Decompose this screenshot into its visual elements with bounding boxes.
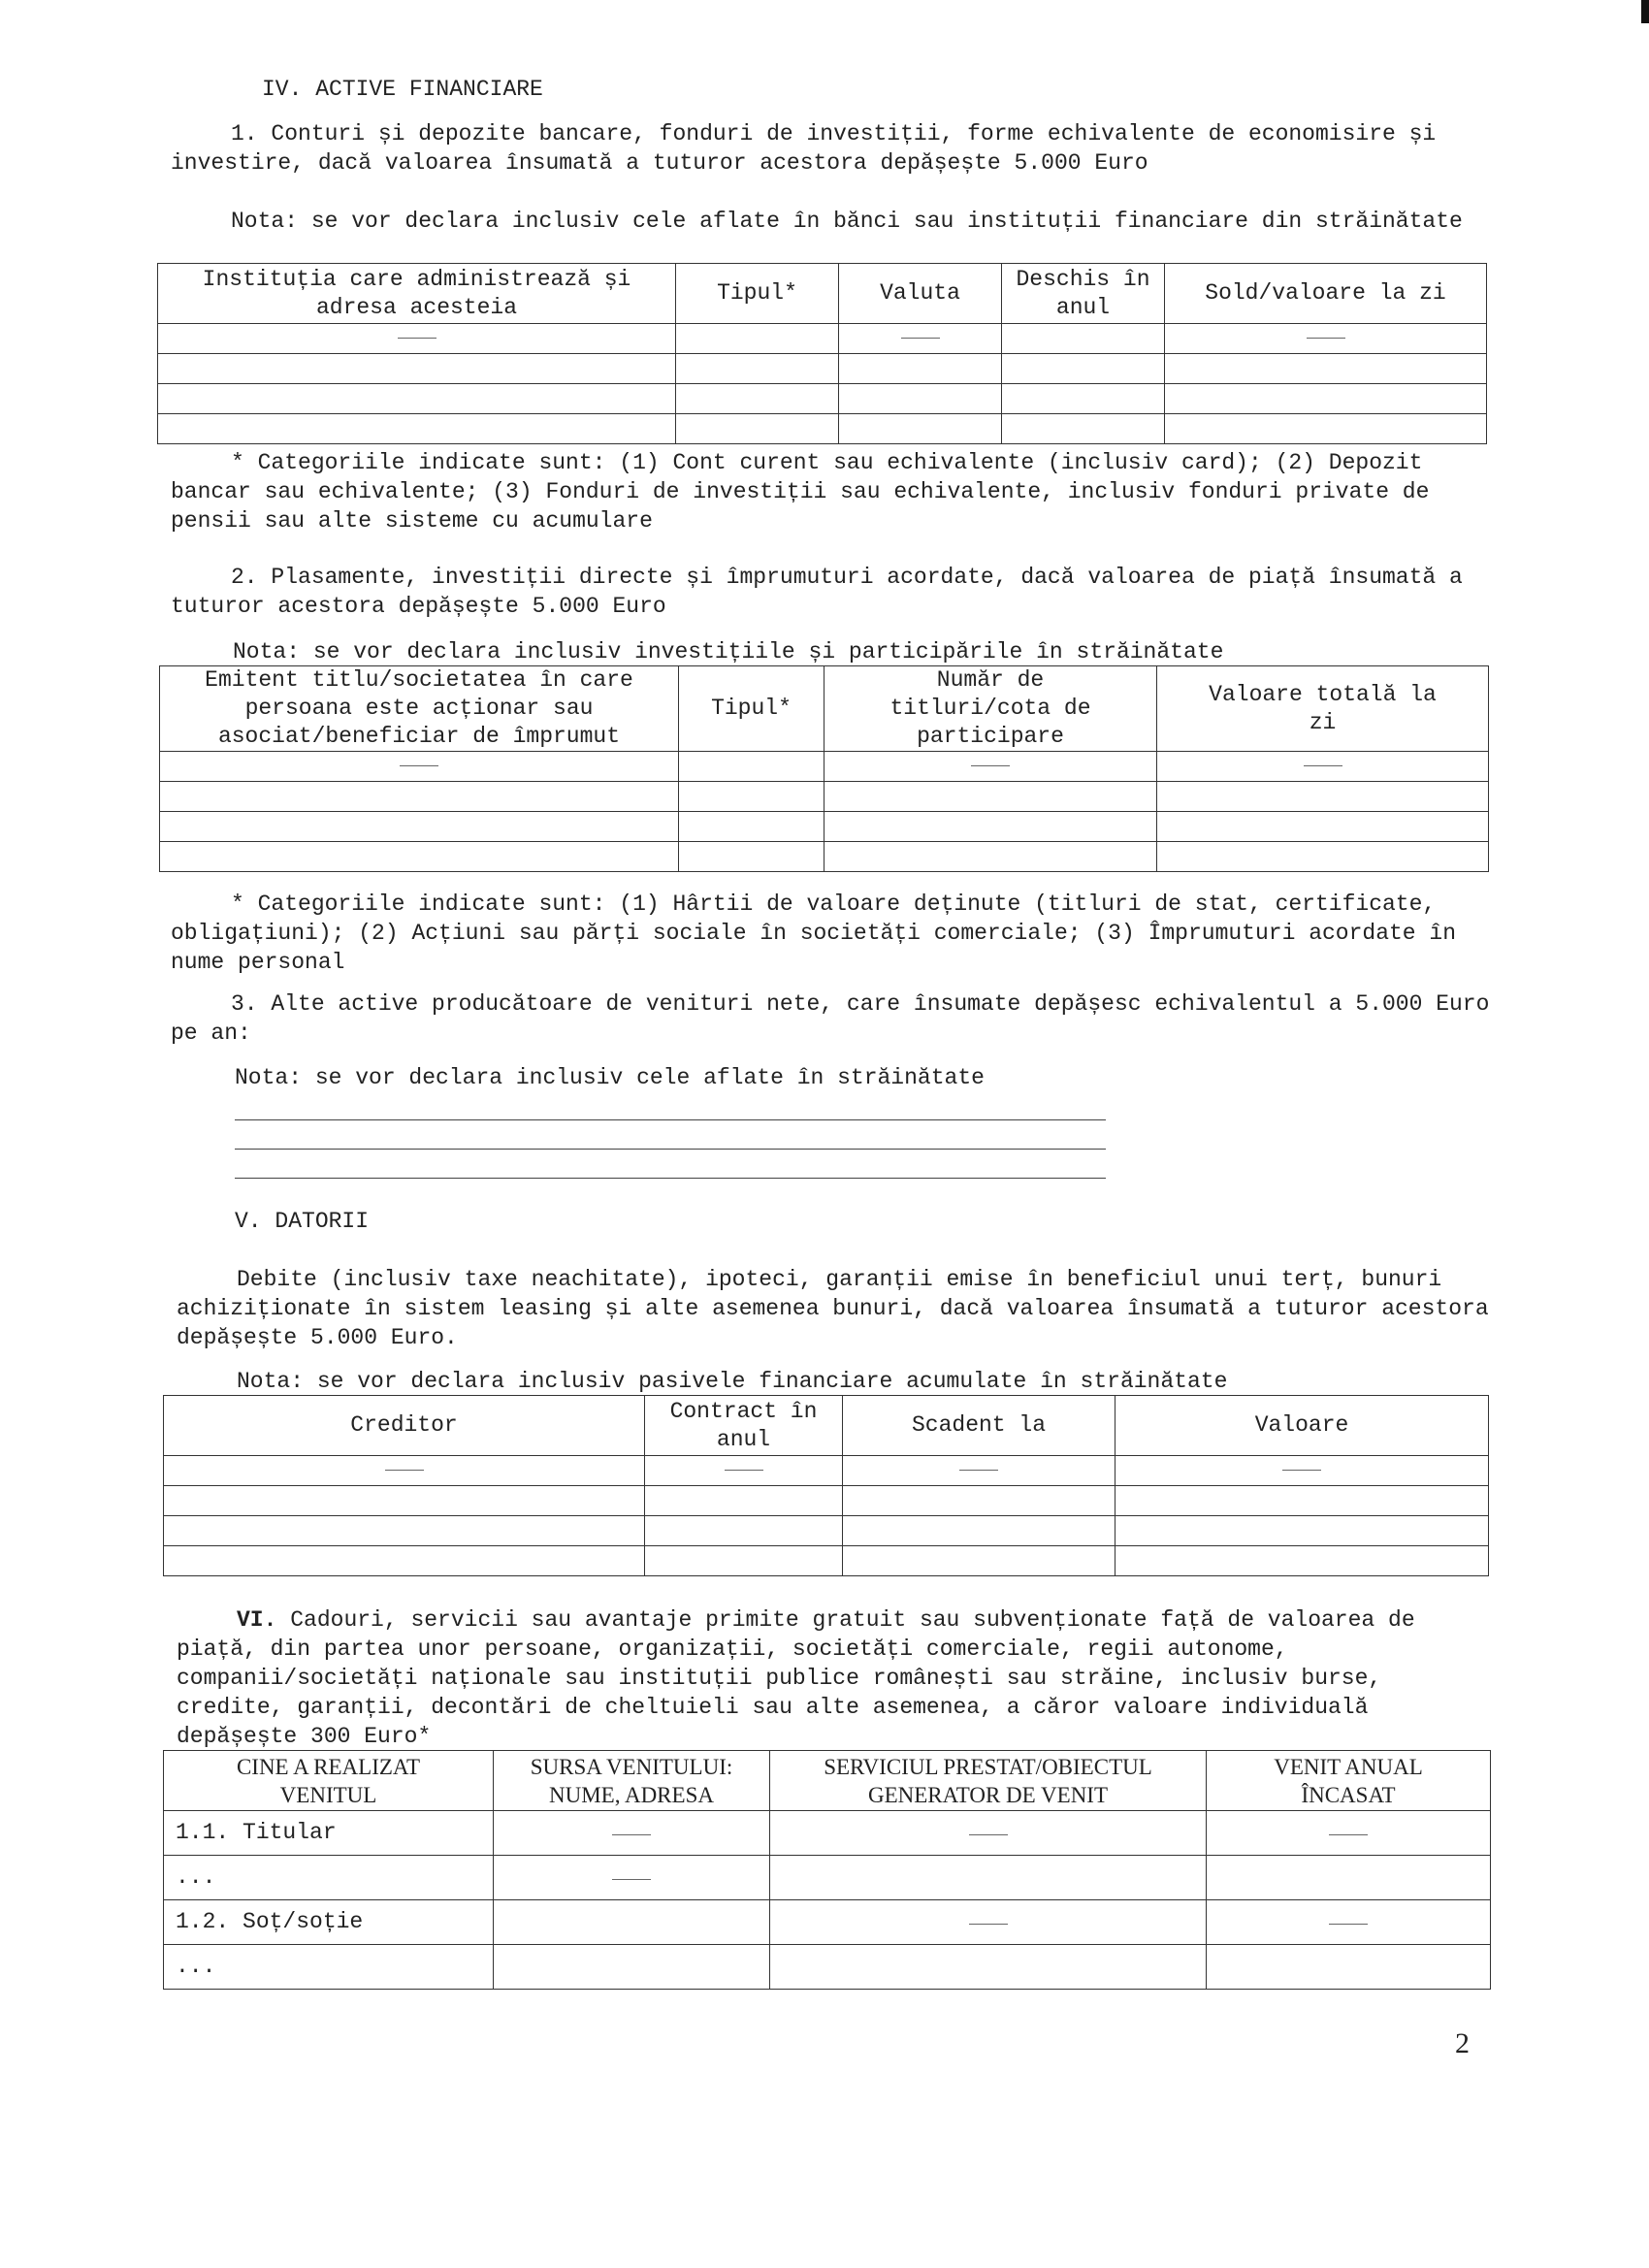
col-header-type: Tipul* [676,264,839,324]
gifts-table [163,1750,1491,1990]
accounts-table [157,263,1487,444]
col-header-institution: Instituția care administrează și adresa acesteia [158,264,676,324]
table-cell [679,752,824,782]
handwritten-dash [1307,338,1345,339]
section-5-title: V. DATORII [235,1209,370,1234]
handwritten-dash [1329,1834,1368,1835]
table-cell [1207,1811,1491,1856]
col-header-service: SERVICIUL PRESTAT/OBIECTUL GENERATOR DE VENIT [770,1751,1207,1811]
table-cell [494,1811,770,1856]
item-1-note: Nota: se vor declara inclusiv cele aflate în bănci sau instituții financiare din străinătate [231,209,1463,234]
table-row [160,842,1489,872]
table-row [158,324,1487,354]
table-row [160,752,1489,782]
section-5-note: Nota: se vor declara inclusiv pasivele financiare acumulate în străinătate [237,1369,1228,1394]
table-cell [1165,324,1487,354]
handwritten-dash [385,1470,424,1471]
handwritten-dash [725,1470,763,1471]
col-header-source: SURSA VENITULUI: NUME, ADRESA [494,1751,770,1811]
table-row [164,1486,1489,1516]
table-cell [770,1811,1207,1856]
col-header-type: Tipul* [679,666,824,752]
item-1-footnote: * Categoriile indicate sunt: (1) Cont curent sau echivalente (inclusiv card); (2) Depozit bancar sau echivalente; (3) Fonduri de investiții sau echivalente, inclusiv fonduri private de pensii sau alte sisteme cu acumulare [171,450,1430,534]
handwritten-dash [969,1834,1008,1835]
col-header-balance: Sold/valoare la zi [1165,264,1487,324]
col-header-creditor: Creditor [164,1396,645,1456]
handwritten-dash [971,765,1010,766]
table-cell [824,752,1157,782]
table-row [164,1856,1491,1900]
col-header-currency: Valuta [839,264,1002,324]
col-header-contract-year: Contract în anul [645,1396,843,1456]
col-header-due-date: Scadent la [843,1396,1116,1456]
handwritten-dash [1329,1924,1368,1925]
debts-table [163,1395,1489,1576]
table-row [164,1900,1491,1945]
table-row [158,384,1487,414]
handwritten-dash [901,338,940,339]
table-cell [1207,1900,1491,1945]
handwritten-dash [398,338,436,339]
table-row [160,782,1489,812]
table-cell [839,324,1002,354]
item-2-footnote: * Categoriile indicate sunt: (1) Hârtii de valoare deținute (titluri de stat, certificate, obligațiuni); (2) Acțiuni sau părți sociale în societăți comerciale; (3) Împrumuturi acordate în nume personal [171,891,1457,975]
table-cell [770,1945,1207,1990]
table-header-row [164,1751,1491,1811]
table-cell [1207,1945,1491,1990]
handwritten-dash [959,1470,998,1471]
col-header-opened-year: Deschis în anul [1002,264,1165,324]
item-3-note: Nota: se vor declara inclusiv cele aflate în străinătate [235,1065,985,1090]
table-row [160,812,1489,842]
item-1-text: 1. Conturi și depozite bancare, fonduri de investiții, forme echivalente de economisire și investire, dacă valoarea însumată a tuturor acestora depășește 5.000 Euro [171,121,1437,176]
table-cell [645,1456,843,1486]
col-header-value: Valoare [1116,1396,1489,1456]
blank-line [235,1149,1106,1150]
table-cell [1116,1456,1489,1486]
row-label: ... [164,1856,494,1900]
row-label: 1.2. Soț/soție [164,1900,494,1945]
table-row [164,1456,1489,1486]
table-header-row [160,666,1489,752]
table-cell [1207,1856,1491,1900]
row-label: 1.1. Titular [164,1811,494,1856]
item-2-note: Nota: se vor declara inclusiv investițiile și participările în străinătate [233,639,1224,664]
table-cell [770,1900,1207,1945]
table-row [164,1546,1489,1576]
table-header-row [164,1396,1489,1456]
table-cell [770,1856,1207,1900]
table-row [158,414,1487,444]
handwritten-dash [1304,765,1342,766]
section-6-paragraph [177,1605,1496,1751]
scan-edge-mark [1641,0,1649,23]
blank-line [235,1119,1106,1120]
item-2-text: 2. Plasamente, investiții directe și împrumuturi acordate, dacă valoarea de piață însumată a tuturor acestora depășește 5.000 Euro [171,565,1463,619]
blank-line [235,1178,1106,1179]
table-row [158,354,1487,384]
table-row [164,1811,1491,1856]
table-cell [494,1900,770,1945]
handwritten-dash [1282,1470,1321,1471]
table-cell [676,324,839,354]
table-cell [160,752,679,782]
col-header-annual-income: VENIT ANUAL ÎNCASAT [1207,1751,1491,1811]
col-header-total-value: Valoare totală la zi [1157,666,1489,752]
col-header-issuer: Emitent titlu/societatea în care persoana este acționar sau asociat/beneficiar de împrumut [160,666,679,752]
table-row [164,1945,1491,1990]
handwritten-dash [612,1834,651,1835]
table-cell [843,1456,1116,1486]
table-header-row [158,264,1487,324]
table-cell [1157,752,1489,782]
section-5-text: Debite (inclusiv taxe neachitate), ipoteci, garanții emise în beneficiul unui terț, bunuri achiziționate în sistem leasing și alte asemenea bunuri, dacă valoarea însumată a tuturor acestora depășește 5.000 Euro. [177,1267,1489,1350]
handwritten-dash [400,765,438,766]
table-cell [494,1945,770,1990]
col-header-shares: Număr de titluri/cota de participare [824,666,1157,752]
investments-table [159,665,1489,872]
page-number: 2 [1455,2027,1470,2059]
col-header-who: CINE A REALIZAT VENITUL [164,1751,494,1811]
table-cell [164,1456,645,1486]
table-cell [494,1856,770,1900]
table-cell [1002,324,1165,354]
item-3-text: 3. Alte active producătoare de venituri nete, care însumate depășesc echivalentul a 5.000 Euro pe an: [171,991,1490,1046]
handwritten-dash [612,1879,651,1880]
table-cell [158,324,676,354]
section-6-text: Cadouri, servicii sau avantaje primite gratuit sau subvenționate față de valoarea de piață, din partea unor persoane, organizații, societăți comerciale, regii autonome, companii/societăți naționale sau instituții publice românești sau străine, inclusiv burse, credite, garanții, decontări de cheltuieli sau alte asemenea, a căror valoare individuală depășește 300 Euro* [177,1607,1415,1749]
section-4-title: IV. ACTIVE FINANCIARE [262,77,543,102]
row-label: ... [164,1945,494,1990]
table-row [164,1516,1489,1546]
handwritten-dash [969,1924,1008,1925]
section-6-title: VI. [237,1607,277,1633]
